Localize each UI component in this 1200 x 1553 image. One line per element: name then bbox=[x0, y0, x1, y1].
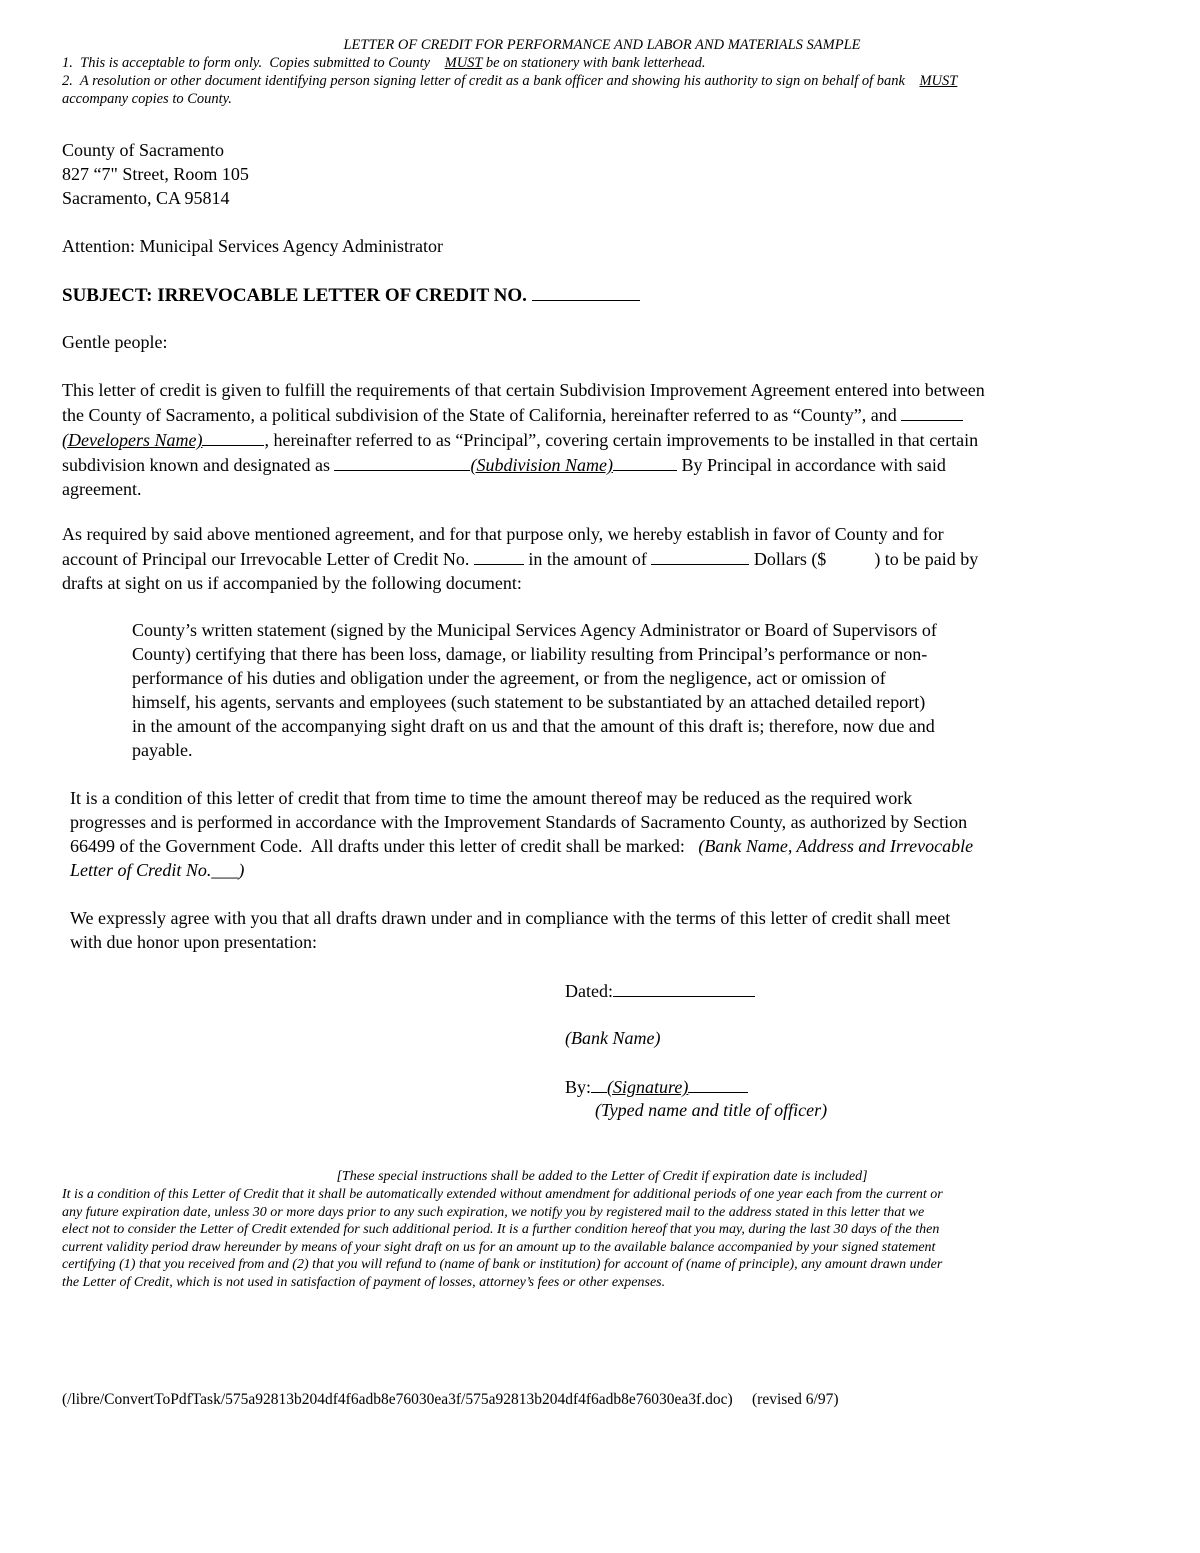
p2-dollars-text: Dollars ($ bbox=[749, 549, 827, 569]
p1-line-3 bbox=[62, 427, 1142, 452]
inst-line-1: It is a condition of this Letter of Credit that it shall be automatically extended without amendment for additional periods of one year each from the current or bbox=[62, 1187, 943, 1202]
amount-blank bbox=[651, 546, 749, 565]
attention-line: Attention: Municipal Services Agency Administrator bbox=[62, 236, 443, 256]
address-line-3: Sacramento, CA 95814 bbox=[62, 188, 230, 208]
paragraph-establish bbox=[62, 522, 1142, 595]
p3-line-2: County) certifying that there has been loss, damage, or liability resulting from Principal’s performance or non- bbox=[132, 644, 928, 664]
p1-line-4-text: subdivision known and designated as bbox=[62, 455, 335, 475]
document-footer: (/libre/ConvertToPdfTask/575a92813b204df4f6adb8e76030ea3f/575a92813b204df4f6adb8e76030ea3f.doc) (revised 6/97) bbox=[62, 1391, 839, 1408]
p1-line-3-text: , hereinafter referred to as “Principal”, covering certain improvements to be installed in that certain bbox=[264, 430, 979, 450]
bank-name-line: (Bank Name) bbox=[565, 1028, 661, 1048]
dated-line bbox=[565, 978, 755, 1003]
p2-line-1: As required by said above mentioned agreement, and for that purpose only, we hereby establish in favor of County and for bbox=[62, 524, 944, 544]
typed-name-line: (Typed name and title of officer) bbox=[595, 1100, 828, 1120]
by-label: By: bbox=[565, 1077, 592, 1097]
p3-line-4: himself, his agents, servants and employees (such statement to be substantiated by an attached detailed report) bbox=[132, 692, 926, 712]
recipient-address bbox=[62, 138, 249, 210]
developer-blank-start bbox=[901, 402, 963, 421]
sig-blank-end bbox=[688, 1074, 748, 1093]
p2-line-3: drafts at sight on us if accompanied by the following document: bbox=[62, 573, 522, 593]
greeting: Gentle people: bbox=[62, 332, 168, 352]
p2-line-2 bbox=[62, 546, 1142, 571]
dated-blank bbox=[613, 978, 755, 997]
subject-blank bbox=[532, 282, 640, 301]
p1-line-2-text: the County of Sacramento, a political subdivision of the State of California, hereinafter referred to as “County”, and bbox=[62, 405, 902, 425]
p3-line-5: in the amount of the accompanying sight draft on us and that the amount of this draft is; therefore, now due and bbox=[132, 716, 935, 736]
credit-no-blank bbox=[474, 546, 524, 565]
header-note-1-must: MUST bbox=[444, 55, 483, 71]
header-note-2-cont: accompany copies to County. bbox=[62, 91, 232, 107]
header-note-2-text: 2. A resolution or other document identifying person signing letter of credit as a bank officer and showing his authority to sign on behalf of bank bbox=[62, 73, 920, 89]
inst-line-3: elect not to consider the Letter of Credit extended for such additional period. It is a further condition hereof that you may, during the last 30 days of the then bbox=[62, 1222, 940, 1237]
header-note-1-text-end: be on stationery with bank letterhead. bbox=[482, 55, 706, 71]
p1-line-2 bbox=[62, 402, 1142, 427]
header-note-2-must: MUST bbox=[919, 73, 958, 89]
p4-marking-text: (Bank Name, Address and Irrevocable bbox=[698, 836, 974, 856]
p2-paid-text: ) to be paid by bbox=[874, 549, 979, 569]
paragraph-county-statement bbox=[132, 618, 1132, 762]
p1-line-5: agreement. bbox=[62, 479, 142, 499]
by-line bbox=[565, 1074, 748, 1099]
p3-line-3: performance of his duties and obligation under the agreement, or from the negligence, act or omission of bbox=[132, 668, 886, 688]
inst-line-4: current validity period draw hereunder by means of your sight draft on us for an amount up to the available balance accompanied by your signed statement bbox=[62, 1239, 936, 1255]
p2-line-2-text: account of Principal our Irrevocable Letter of Credit No. bbox=[62, 549, 474, 569]
dated-label: Dated: bbox=[565, 981, 613, 1001]
paragraph-condition bbox=[70, 786, 1140, 882]
subject-text: SUBJECT: IRREVOCABLE LETTER OF CREDIT NO. bbox=[62, 285, 532, 306]
p4-line-2: progresses and is performed in accordance with the Improvement Standards of Sacramento County, as authorized by Section bbox=[70, 812, 968, 832]
p1-line-4-text-end: By Principal in accordance with said bbox=[676, 455, 946, 475]
signature-field: (Signature) bbox=[607, 1077, 689, 1097]
p5-line-1: We expressly agree with you that all drafts drawn under and in compliance with the terms of this letter of credit shall meet bbox=[70, 908, 951, 928]
sig-blank-start bbox=[591, 1074, 607, 1093]
inst-line-6: the Letter of Credit, which is not used in satisfaction of payment of losses, attorney’s fees or other expenses. bbox=[62, 1274, 666, 1290]
paragraph-agree bbox=[70, 906, 1140, 954]
address-line-2: 827 “7" Street, Room 105 bbox=[62, 164, 249, 184]
developer-name-field: (Developers Name) bbox=[62, 430, 203, 450]
header-note-2 bbox=[62, 72, 1142, 90]
subdivision-name-field: (Subdivision Name) bbox=[470, 455, 613, 475]
p4-line-3-text: 66499 of the Government Code. All drafts under this letter of credit shall be marked: bbox=[70, 836, 699, 856]
instructions-body bbox=[62, 1186, 1142, 1291]
p2-amount-text: in the amount of bbox=[523, 549, 652, 569]
paragraph-agreement bbox=[62, 378, 1142, 501]
subdivision-blank-start bbox=[334, 452, 470, 471]
p1-line-1: This letter of credit is given to fulfill the requirements of that certain Subdivision Improvement Agreement entered into between bbox=[62, 380, 985, 400]
p4-line-1: It is a condition of this letter of credit that from time to time the amount thereof may be reduced as the required work bbox=[70, 788, 913, 808]
form-header bbox=[62, 36, 1142, 108]
developer-blank-end bbox=[202, 427, 264, 446]
p3-line-6: payable. bbox=[132, 740, 193, 760]
p4-line-4: Letter of Credit No.___) bbox=[70, 860, 245, 880]
header-note-1-text: 1. This is acceptable to form only. Copies submitted to County bbox=[62, 55, 445, 71]
p5-line-2: with due honor upon presentation: bbox=[70, 932, 317, 952]
instructions-heading: [These special instructions shall be added to the Letter of Credit if expiration date is included] bbox=[336, 1169, 868, 1184]
form-title: LETTER OF CREDIT FOR PERFORMANCE AND LABOR AND MATERIALS SAMPLE bbox=[343, 37, 861, 53]
header-note-1 bbox=[62, 54, 1142, 72]
subject-line bbox=[62, 282, 640, 307]
p1-line-4 bbox=[62, 452, 1142, 477]
inst-line-5: certifying (1) that you received from and (2) that you will refund to (name of bank or institution) for account of (name of principle), any amount drawn under bbox=[62, 1257, 943, 1272]
p3-line-1: County’s written statement (signed by the Municipal Services Agency Administrator or Board of Supervisors of bbox=[132, 620, 937, 640]
subdivision-blank-end bbox=[613, 452, 677, 471]
inst-line-2: any future expiration date, unless 30 or more days prior to any such expiration, we notify you by registered mail to the address stated in this letter that we bbox=[62, 1204, 925, 1220]
p4-line-3 bbox=[70, 834, 1140, 858]
address-line-1: County of Sacramento bbox=[62, 140, 224, 160]
